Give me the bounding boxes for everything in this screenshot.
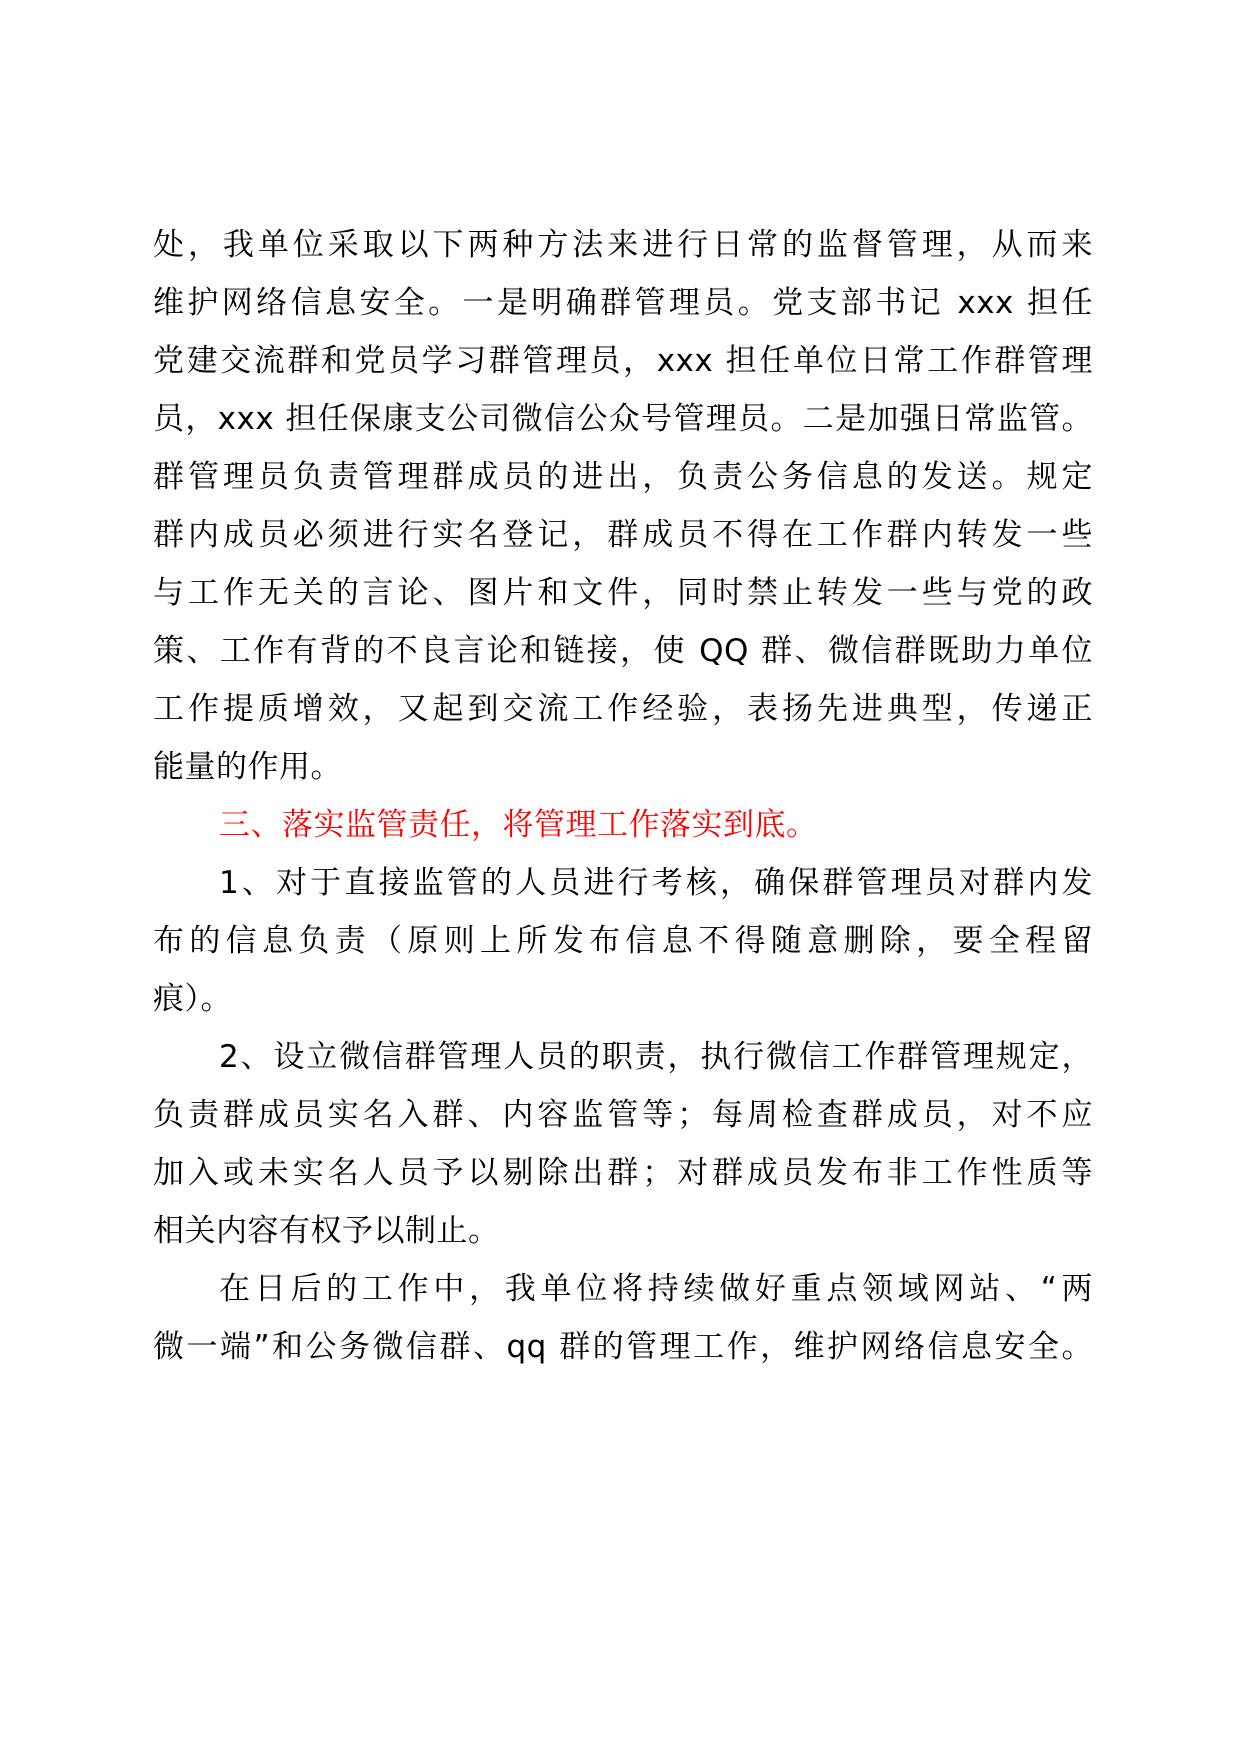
section-heading: 三、落实监管责任，将管理工作落实到底。 xyxy=(219,807,818,843)
item-2-line-3: 加入或未实名人员予以剔除出群；对群成员发布非工作性质等 xyxy=(153,1155,1093,1191)
paragraph-1-line-1: 处，我单位采取以下两种方法来进行日常的监督管理，从而来 xyxy=(153,227,1093,263)
item-2-line-2: 负责群成员实名入群、内容监管等；每周检查群成员，对不应 xyxy=(153,1097,1093,1133)
paragraph-1-line-2: 维护网络信息安全。一是明确群管理员。党支部书记 xxx 担任 xyxy=(153,285,1093,321)
closing-line-1: 在日后的工作中，我单位将持续做好重点领域网站、“两 xyxy=(219,1271,1093,1307)
item-1-line-2: 布的信息负责（原则上所发布信息不得随意删除，要全程留 xyxy=(153,923,1093,959)
paragraph-1-line-5: 群管理员负责管理群成员的进出，负责公务信息的发送。规定 xyxy=(153,459,1093,495)
paragraph-1-line-3: 党建交流群和党员学习群管理员，xxx 担任单位日常工作群管理 xyxy=(153,343,1093,379)
paragraph-1-line-4: 员，xxx 担任保康支公司微信公众号管理员。二是加强日常监管。 xyxy=(153,401,1093,437)
document-page xyxy=(153,0,1113,1754)
item-2-line-4: 相关内容有权予以制止。 xyxy=(153,1213,500,1249)
paragraph-1-line-6: 群内成员必须进行实名登记，群成员不得在工作群内转发一些 xyxy=(153,517,1093,553)
paragraph-1-line-9: 工作提质增效，又起到交流工作经验，表扬先进典型，传递正 xyxy=(153,691,1093,727)
item-1-line-3: 痕）。 xyxy=(153,981,232,1017)
item-2-line-1: 2、设立微信群管理人员的职责，执行微信工作群管理规定， xyxy=(219,1039,1093,1075)
paragraph-1-line-7: 与工作无关的言论、图片和文件，同时禁止转发一些与党的政 xyxy=(153,575,1093,611)
item-1-line-1: 1、对于直接监管的人员进行考核，确保群管理员对群内发 xyxy=(219,865,1093,901)
closing-line-2: 微一端”和公务微信群、qq 群的管理工作，维护网络信息安全。 xyxy=(153,1329,1093,1365)
paragraph-1-line-8: 策、工作有背的不良言论和链接，使 QQ 群、微信群既助力单位 xyxy=(153,633,1093,669)
paragraph-1-line-10: 能量的作用。 xyxy=(153,749,342,785)
